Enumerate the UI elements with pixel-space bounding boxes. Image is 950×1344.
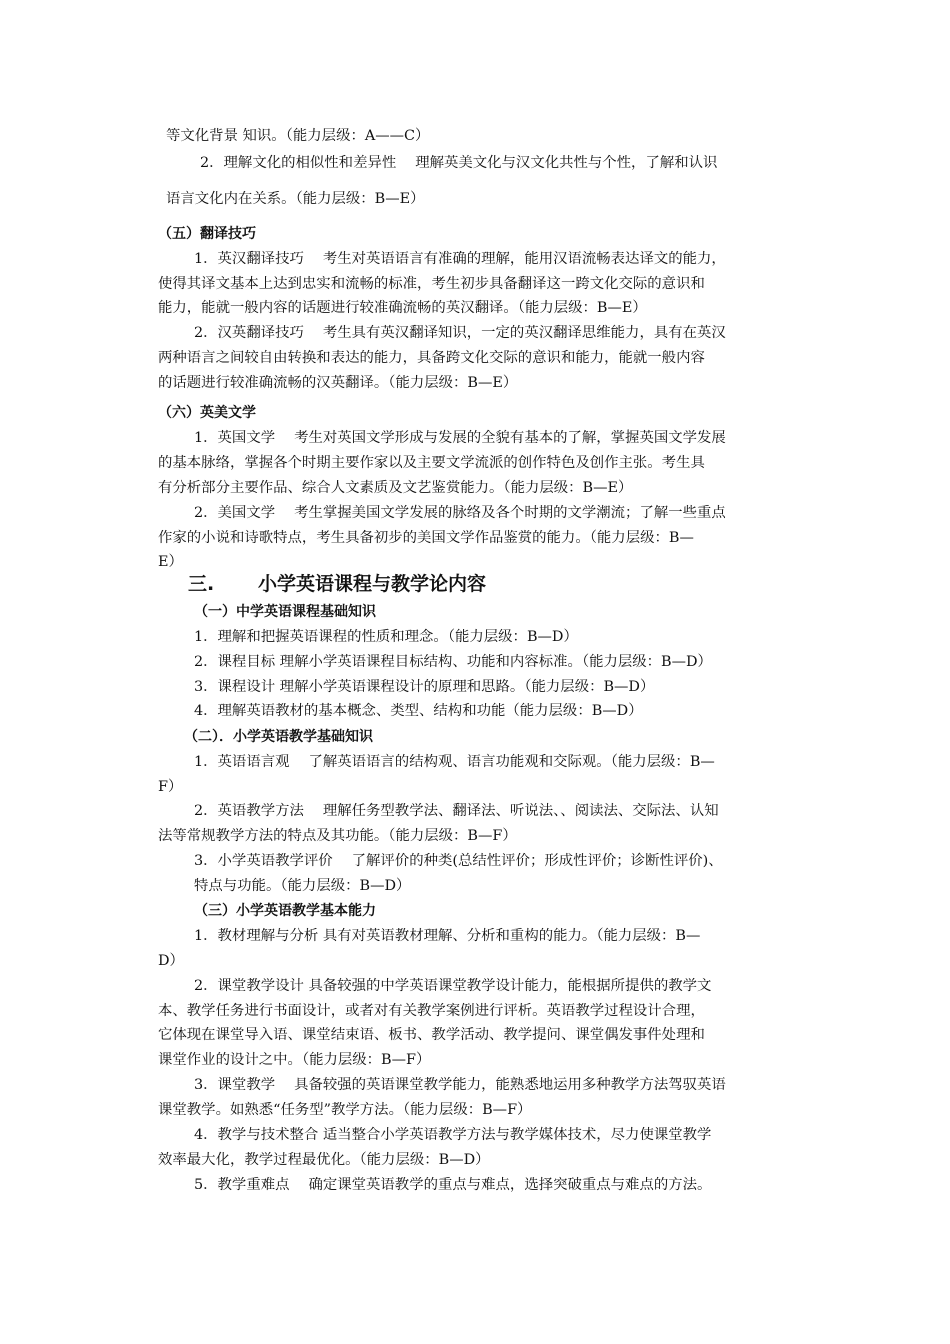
text-line: 2．美国文学 考生掌握美国文学发展的脉络及各个时期的文学潮流；了解一些重点 bbox=[194, 505, 726, 521]
text-line: 法等常规教学方法的特点及其功能。（能力层级：B—F） bbox=[158, 828, 517, 844]
text-line: E） bbox=[158, 554, 183, 570]
text-line: 4．教学与技术整合 适当整合小学英语教学方法与教学媒体技术，尽力使课堂教学 bbox=[194, 1127, 712, 1143]
text-line: 1．理解和把握英语课程的性质和理念。（能力层级：B—D） bbox=[194, 629, 578, 645]
text-line: F） bbox=[158, 779, 183, 795]
text-line: 它体现在课堂导入语、课堂结束语、板书、教学活动、教学提问、课堂偶发事件处理和 bbox=[158, 1027, 705, 1043]
text-line: 3．小学英语教学评价 了解评价的种类(总结性评价；形成性评价；诊断性评价)、 bbox=[194, 853, 723, 869]
text-line: 的基本脉络，掌握各个时期主要作家以及主要文学流派的创作特色及创作主张。考生具 bbox=[158, 455, 705, 471]
text-line: 3．课程设计 理解小学英语课程设计的原理和思路。（能力层级：B—D） bbox=[194, 679, 655, 695]
text-line: 1．英语语言观 了解英语语言的结构观、语言功能观和交际观。（能力层级：B— bbox=[194, 754, 715, 770]
text-line: 有分析部分主要作品、综合人文素质及文艺鉴赏能力。（能力层级：B—E） bbox=[158, 480, 633, 496]
section-heading: （一）中学英语课程基础知识 bbox=[194, 604, 376, 620]
text-line: 2．课堂教学设计 具备较强的中学英语课堂教学设计能力，能根据所提供的教学文 bbox=[194, 978, 712, 994]
text-line: 5．教学重难点 确定课堂英语教学的重点与难点，选择突破重点与难点的方法。 bbox=[194, 1177, 712, 1193]
section-heading: （三）小学英语教学基本能力 bbox=[194, 903, 376, 919]
text-line: 4．理解英语教材的基本概念、类型、结构和功能（能力层级：B—D） bbox=[194, 703, 643, 719]
text-line: 课堂教学。如熟悉“任务型”教学方法。（能力层级：B—F） bbox=[158, 1102, 532, 1118]
text-line: 1．英汉翻译技巧 考生对英语语言有准确的理解，能用汉语流畅表达译文的能力， bbox=[194, 251, 726, 267]
text-line: 2．课程目标 理解小学英语课程目标结构、功能和内容标准。（能力层级：B—D） bbox=[194, 654, 712, 670]
text-line: 能力，能就一般内容的话题进行较准确流畅的英汉翻译。（能力层级：B—E） bbox=[158, 300, 647, 316]
text-line: 效率最大化，教学过程最优化。（能力层级：B—D） bbox=[158, 1152, 490, 1168]
chapter-title: 小学英语课程与教学论内容 bbox=[258, 573, 487, 595]
text-line: 2．汉英翻译技巧 考生具有英汉翻译知识，一定的英汉翻译思维能力，具有在英汉 bbox=[194, 325, 726, 341]
section-heading: （二）．小学英语教学基础知识 bbox=[184, 729, 373, 745]
chapter-heading bbox=[188, 574, 486, 594]
text-line: 等文化背景 知识。（能力层级：A——C） bbox=[166, 128, 430, 144]
section-heading: （六）英美文学 bbox=[158, 405, 256, 421]
text-line: 作家的小说和诗歌特点，考生具备初步的美国文学作品鉴赏的能力。（能力层级：B— bbox=[158, 530, 694, 546]
chapter-number: 三. bbox=[188, 573, 215, 595]
text-line: 使得其译文基本上达到忠实和流畅的标准，考生初步具备翻译这一跨文化交际的意识和 bbox=[158, 276, 705, 292]
text-line: 1．英国文学 考生对英国文学形成与发展的全貌有基本的了解，掌握英国文学发展 bbox=[194, 430, 726, 446]
section-heading: （五）翻译技巧 bbox=[158, 226, 256, 242]
text-line: 本、教学任务进行书面设计，或者对有关教学案例进行评析。英语教学过程设计合理， bbox=[158, 1003, 705, 1019]
text-line: 课堂作业的设计之中。（能力层级：B—F） bbox=[158, 1052, 431, 1068]
text-line: 的话题进行较准确流畅的汉英翻译。（能力层级：B—E） bbox=[158, 375, 518, 391]
text-line: 3．课堂教学 具备较强的英语课堂教学能力，能熟悉地运用多种教学方法驾驭英语 bbox=[194, 1077, 726, 1093]
text-line: 特点与功能。（能力层级：B—D） bbox=[194, 878, 411, 894]
text-line: 2．英语教学方法 理解任务型教学法、翻译法、听说法、、阅读法、交际法、认知 bbox=[194, 803, 719, 819]
text-line: 1．教材理解与分析 具有对英语教材理解、分析和重构的能力。（能力层级：B— bbox=[194, 928, 701, 944]
text-line: 语言文化内在关系。（能力层级：B—E） bbox=[166, 191, 425, 207]
text-line: 两种语言之间较自由转换和表达的能力，具备跨文化交际的意识和能力，能就一般内容 bbox=[158, 350, 705, 366]
text-line: D） bbox=[158, 953, 184, 969]
text-line: 2．理解文化的相似性和差异性 理解英美文化与汉文化共性与个性，了解和认识 bbox=[200, 155, 718, 171]
